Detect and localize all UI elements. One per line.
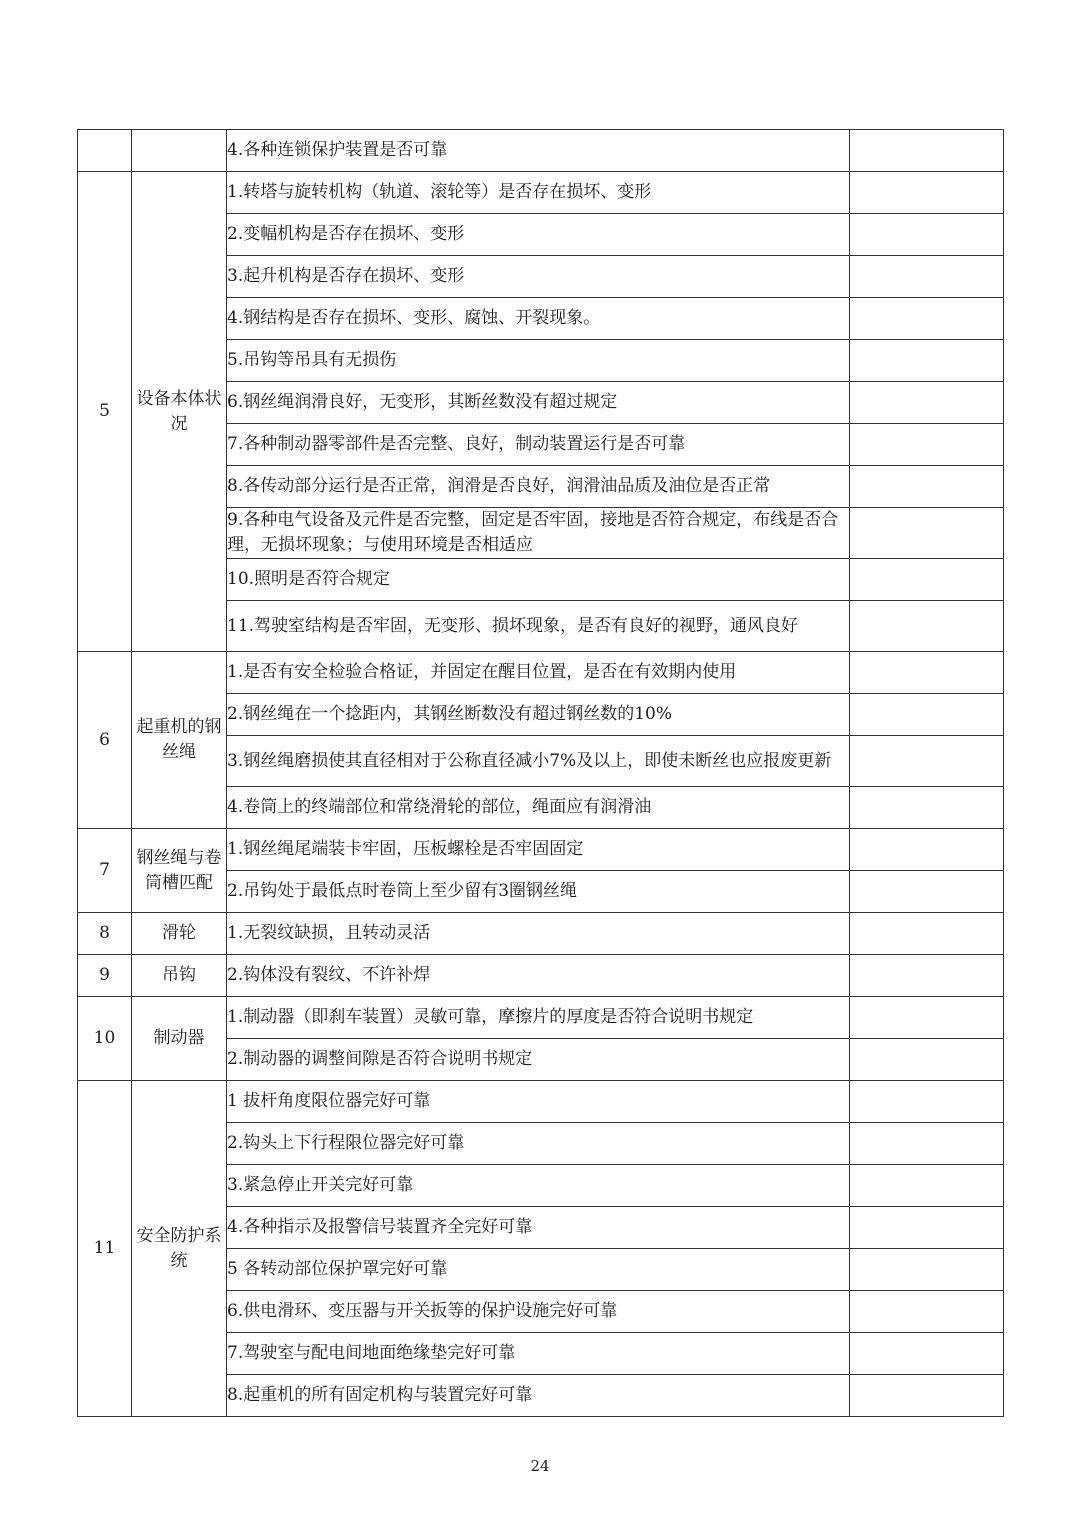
check-item-cell: 4.钢结构是否存在损坏、变形、腐蚀、开裂现象。 [227,298,850,340]
check-item-cell: 4.各种指示及报警信号装置齐全完好可靠 [227,1207,850,1249]
check-item-cell: 11.驾驶室结构是否牢固，无变形、损坏现象，是否有良好的视野，通风良好 [227,601,850,652]
result-cell[interactable] [850,1123,1004,1165]
result-cell[interactable] [850,913,1004,955]
check-item-cell: 2.吊钩处于最低点时卷筒上至少留有3圈钢丝绳 [227,871,850,913]
result-cell[interactable] [850,1249,1004,1291]
check-item-cell: 4.各种连锁保护装置是否可靠 [227,130,850,172]
check-item-cell: 4.卷筒上的终端部位和常绕滑轮的部位，绳面应有润滑油 [227,787,850,829]
check-item-cell: 8.起重机的所有固定机构与装置完好可靠 [227,1375,850,1417]
result-cell[interactable] [850,1165,1004,1207]
check-item-cell: 7.驾驶室与配电间地面绝缘垫完好可靠 [227,1333,850,1375]
result-cell[interactable] [850,997,1004,1039]
result-cell[interactable] [850,652,1004,694]
table-row [78,997,1004,1039]
result-cell[interactable] [850,256,1004,298]
check-item-cell: 2.变幅机构是否存在损坏、变形 [227,214,850,256]
category-cell: 滑轮 [132,913,227,955]
result-cell[interactable] [850,466,1004,508]
result-cell[interactable] [850,787,1004,829]
check-item-cell: 3.紧急停止开关完好可靠 [227,1165,850,1207]
page-number: 24 [530,1457,550,1475]
check-item-cell: 5.吊钩等吊具有无损伤 [227,340,850,382]
category-cell: 安全防护系统 [132,1081,227,1417]
table-body [78,130,1004,1417]
section-number-cell: 6 [78,652,132,829]
check-item-cell: 8.各传动部分运行是否正常，润滑是否良好，润滑油品质及油位是否正常 [227,466,850,508]
table-row [78,172,1004,214]
check-item-cell: 2.钩体没有裂纹、不许补焊 [227,955,850,997]
inspection-checklist-table [77,129,1004,1417]
result-cell[interactable] [850,871,1004,913]
result-cell[interactable] [850,694,1004,736]
table-row [78,130,1004,172]
section-number-cell: 7 [78,829,132,913]
result-cell[interactable] [850,736,1004,787]
result-cell[interactable] [850,829,1004,871]
check-item-cell: 2.钩头上下行程限位器完好可靠 [227,1123,850,1165]
result-cell[interactable] [850,1291,1004,1333]
table-row [78,1081,1004,1123]
category-cell: 起重机的钢丝绳 [132,652,227,829]
category-cell [132,130,227,172]
table-row [78,652,1004,694]
check-item-cell: 1 拔杆角度限位器完好可靠 [227,1081,850,1123]
check-item-cell: 3.起升机构是否存在损坏、变形 [227,256,850,298]
check-item-cell: 5 各转动部位保护罩完好可靠 [227,1249,850,1291]
result-cell[interactable] [850,601,1004,652]
check-item-cell: 1.钢丝绳尾端装卡牢固，压板螺栓是否牢固固定 [227,829,850,871]
result-cell[interactable] [850,1081,1004,1123]
check-item-cell: 6.供电滑环、变压器与开关扳等的保护设施完好可靠 [227,1291,850,1333]
section-number-cell [78,130,132,172]
check-item-cell: 10.照明是否符合规定 [227,559,850,601]
table-row [78,913,1004,955]
check-item-cell: 3.钢丝绳磨损使其直径相对于公称直径减小7%及以上，即使未断丝也应报废更新 [227,736,850,787]
result-cell[interactable] [850,424,1004,466]
result-cell[interactable] [850,130,1004,172]
category-cell: 吊钩 [132,955,227,997]
result-cell[interactable] [850,382,1004,424]
section-number-cell: 8 [78,913,132,955]
category-cell: 制动器 [132,997,227,1081]
result-cell[interactable] [850,508,1004,559]
section-number-cell: 11 [78,1081,132,1417]
section-number-cell: 10 [78,997,132,1081]
result-cell[interactable] [850,172,1004,214]
result-cell[interactable] [850,1039,1004,1081]
result-cell[interactable] [850,559,1004,601]
category-cell: 钢丝绳与卷筒槽匹配 [132,829,227,913]
check-item-cell: 7.各种制动器零部件是否完整、良好，制动装置运行是否可靠 [227,424,850,466]
check-item-cell: 1.无裂纹缺损，且转动灵活 [227,913,850,955]
section-number-cell: 5 [78,172,132,652]
result-cell[interactable] [850,298,1004,340]
section-number-cell: 9 [78,955,132,997]
check-item-cell: 1.制动器（即刹车装置）灵敏可靠，摩擦片的厚度是否符合说明书规定 [227,997,850,1039]
check-item-cell: 6.钢丝绳润滑良好，无变形，其断丝数没有超过规定 [227,382,850,424]
result-cell[interactable] [850,1333,1004,1375]
check-item-cell: 1.是否有安全检验合格证，并固定在醒目位置，是否在有效期内使用 [227,652,850,694]
result-cell[interactable] [850,1207,1004,1249]
check-item-cell: 2.钢丝绳在一个捻距内，其钢丝断数没有超过钢丝数的10% [227,694,850,736]
result-cell[interactable] [850,1375,1004,1417]
result-cell[interactable] [850,340,1004,382]
result-cell[interactable] [850,214,1004,256]
table-row [78,829,1004,871]
result-cell[interactable] [850,955,1004,997]
table-row [78,955,1004,997]
category-cell: 设备本体状况 [132,172,227,652]
check-item-cell: 2.制动器的调整间隙是否符合说明书规定 [227,1039,850,1081]
check-item-cell: 9.各种电气设备及元件是否完整，固定是否牢固，接地是否符合规定，布线是否合理，无损坏现象；与使用环境是否相适应 [227,508,850,559]
check-item-cell: 1.转塔与旋转机构（轨道、滚轮等）是否存在损坏、变形 [227,172,850,214]
